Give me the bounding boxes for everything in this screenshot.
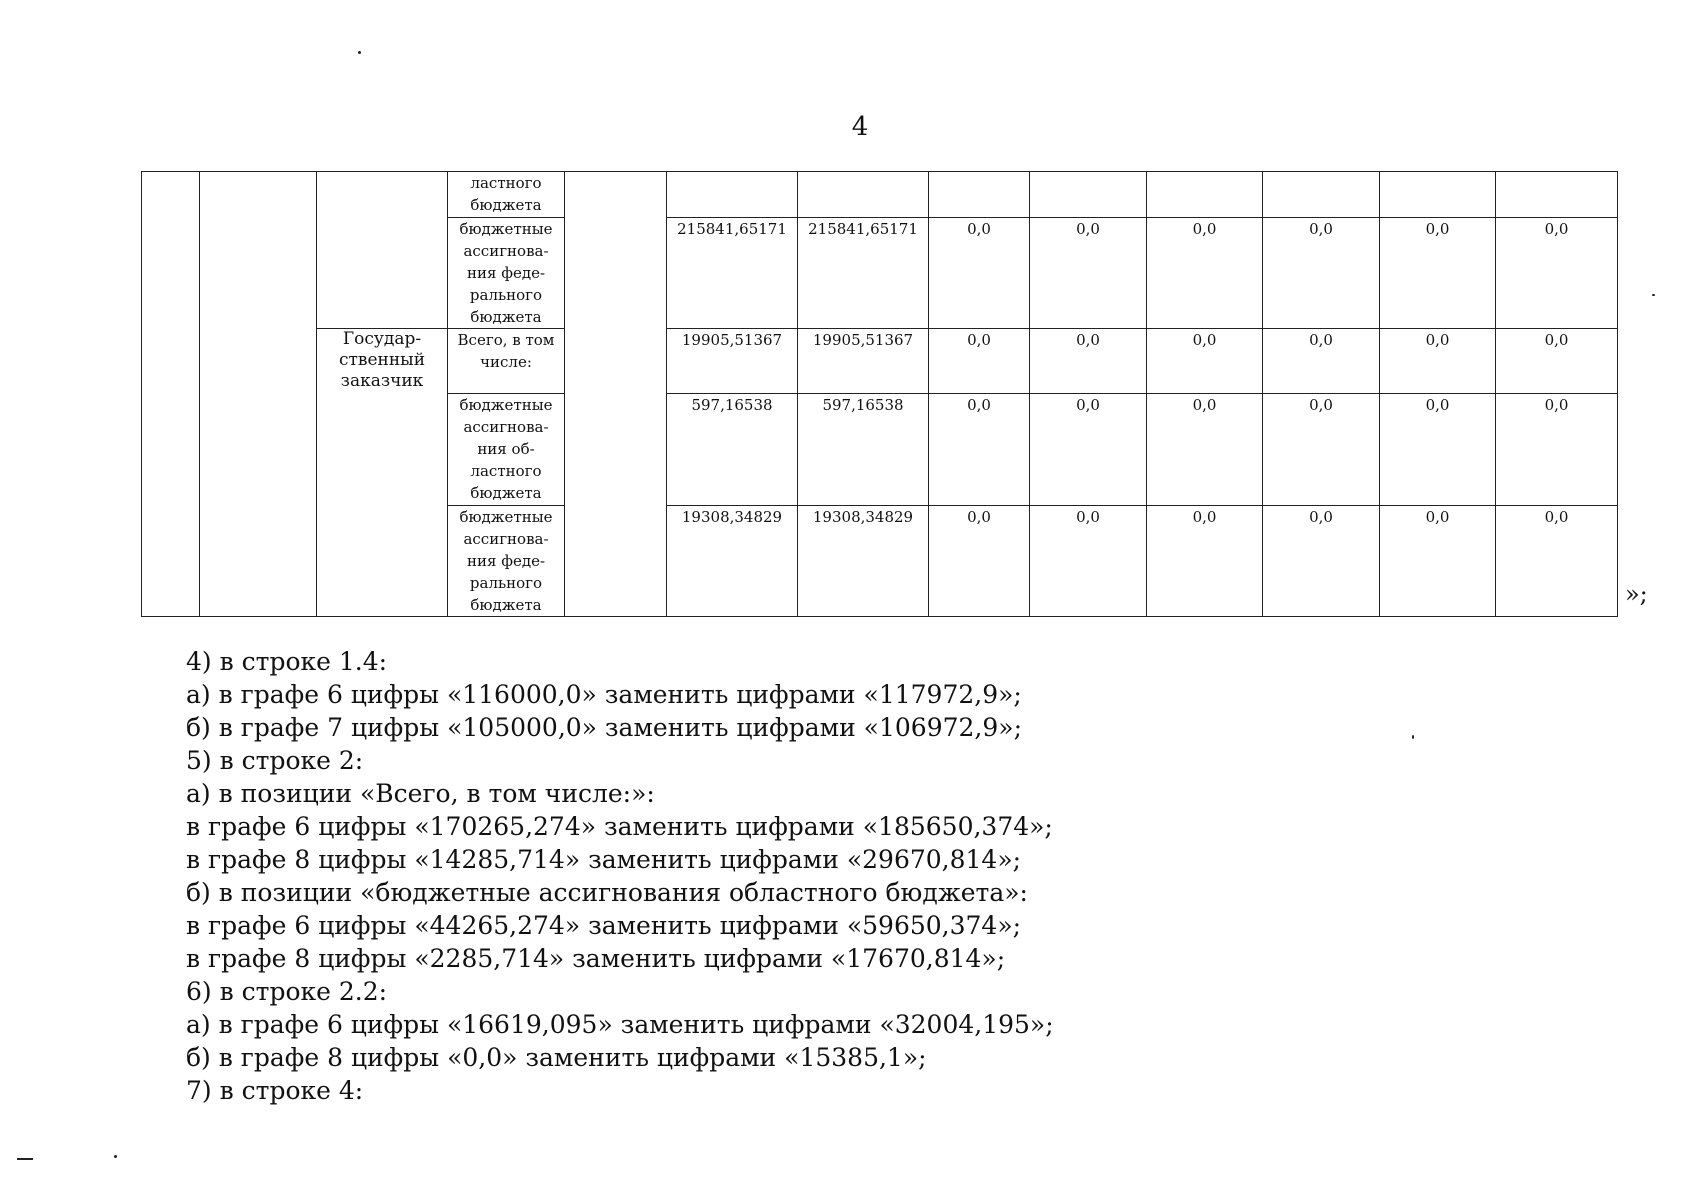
table-row [142,172,1618,218]
budget-table [141,171,1618,617]
text-line: а) в графе 6 цифры «116000,0» заменить цифрами «117972,9»; [186,680,1022,709]
value-cell [667,172,798,218]
value-cell [1147,172,1263,218]
value-cell [1380,172,1496,218]
value-cell: 0,0 [1380,506,1496,617]
scan-speck [358,51,361,54]
funding-source-cell: Всего, в том числе: [448,329,565,394]
value-cell: 0,0 [1380,329,1496,394]
value-cell: 0,0 [929,506,1030,617]
value-cell: 19905,51367 [798,329,929,394]
value-cell: 19905,51367 [667,329,798,394]
text-line: 7) в строке 4: [186,1076,364,1105]
value-cell: 0,0 [1263,394,1380,506]
value-cell: 0,0 [1030,506,1147,617]
value-cell: 0,0 [1496,329,1618,394]
value-cell [929,172,1030,218]
text-line: а) в позиции «Всего, в том числе:»: [186,779,655,808]
program-cell [200,172,317,617]
value-cell: 0,0 [1030,394,1147,506]
customer-cell [317,172,448,329]
text-line: а) в графе 6 цифры «16619,095» заменить цифрами «32004,195»; [186,1010,1054,1039]
value-cell: 0,0 [1380,218,1496,329]
funding-source-cell: бюджетные ассигнова- ния феде- рального бюджета [448,218,565,329]
value-cell: 0,0 [1496,506,1618,617]
value-cell [1030,172,1147,218]
value-cell: 0,0 [1147,329,1263,394]
text-line: 4) в строке 1.4: [186,647,388,676]
text-line: б) в позиции «бюджетные ассигнования областного бюджета»: [186,878,1028,907]
text-line: б) в графе 8 цифры «0,0» заменить цифрами «15385,1»; [186,1043,927,1072]
value-cell: 19308,34829 [667,506,798,617]
value-cell: 0,0 [1147,506,1263,617]
scan-speck [1412,735,1414,739]
text-line: 5) в строке 2: [186,746,364,775]
value-cell: 215841,65171 [798,218,929,329]
text-line: в графе 8 цифры «14285,714» заменить цифрами «29670,814»; [186,845,1022,874]
customer-cell: Государ- ственный заказчик [317,329,448,617]
funding-source-cell: ластного бюджета [448,172,565,218]
value-cell: 0,0 [1496,394,1618,506]
scan-speck [1652,294,1655,296]
value-cell: 0,0 [1030,218,1147,329]
text-line: в графе 8 цифры «2285,714» заменить цифрами «17670,814»; [186,944,1006,973]
page-number: 4 [851,112,869,142]
row-number-cell [142,172,200,617]
value-cell: 0,0 [1147,218,1263,329]
blank-column-cell [565,172,667,617]
value-cell: 0,0 [929,218,1030,329]
value-cell: 0,0 [1030,329,1147,394]
value-cell: 0,0 [1147,394,1263,506]
value-cell [1496,172,1618,218]
value-cell: 19308,34829 [798,506,929,617]
text-line: 6) в строке 2.2: [186,977,388,1006]
value-cell [1263,172,1380,218]
text-line: в графе 6 цифры «170265,274» заменить цифрами «185650,374»; [186,812,1053,841]
amendment-text [186,645,1054,1107]
funding-source-cell: бюджетные ассигнова- ния об- ластного бюджета [448,394,565,506]
value-cell: 0,0 [1263,506,1380,617]
funding-source-cell: бюджетные ассигнова- ния феде- рального бюджета [448,506,565,617]
value-cell [798,172,929,218]
value-cell: 597,16538 [667,394,798,506]
value-cell: 0,0 [929,329,1030,394]
value-cell: 597,16538 [798,394,929,506]
table-closing-quote: »; [1625,580,1648,608]
value-cell: 0,0 [1263,218,1380,329]
table-row [142,329,1618,394]
text-line: б) в графе 7 цифры «105000,0» заменить цифрами «106972,9»; [186,713,1022,742]
scan-dash [17,1158,33,1160]
value-cell: 0,0 [1380,394,1496,506]
value-cell: 0,0 [929,394,1030,506]
value-cell: 215841,65171 [667,218,798,329]
text-line: в графе 6 цифры «44265,274» заменить цифрами «59650,374»; [186,911,1022,940]
value-cell: 0,0 [1263,329,1380,394]
value-cell: 0,0 [1496,218,1618,329]
scan-speck [114,1155,117,1158]
